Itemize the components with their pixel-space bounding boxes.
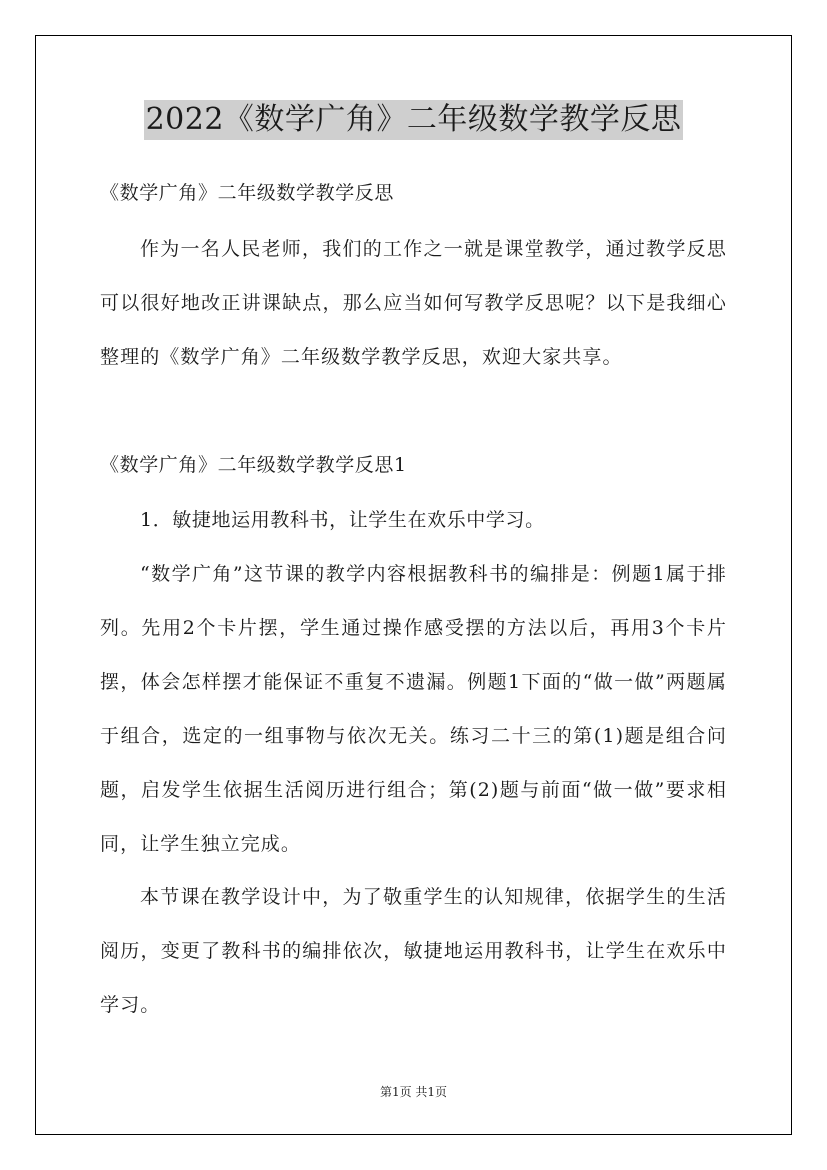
section-heading: 《数学广角》二年级数学教学反思1 — [100, 454, 407, 476]
document-title-text: 2022《数学广角》二年级数学教学反思 — [144, 100, 684, 140]
page-footer: 第1页 共1页 — [379, 1085, 448, 1099]
paragraph-design: 本节课在教学设计中，为了敬重学生的认知规律，依据学生的生活阅历，变更了教科书的编排依次，敏捷地运用教科书，让学生在欢乐中学习。 — [100, 886, 727, 1016]
document-title — [0, 100, 827, 140]
document-subtitle: 《数学广角》二年级数学教学反思 — [100, 182, 395, 204]
point-one: 1．敏捷地运用教科书，让学生在欢乐中学习。 — [140, 509, 545, 531]
intro-paragraph: 作为一名人民老师，我们的工作之一就是课堂教学，通过教学反思可以很好地改正讲课缺点，那么应当如何写教学反思呢？以下是我细心整理的《数学广角》二年级数学教学反思，欢迎大家共享。 — [100, 238, 727, 368]
paragraph-example: “数学广角”这节课的教学内容根据教科书的编排是：例题1属于排列。先用2个卡片摆，学生通过操作感受摆的方法以后，再用3个卡片摆，体会怎样摆才能保证不重复不遗漏。例题1下面的“做一做”两题属于组合，选定的一组事物与依次无关。练习二十三的第(1)题是组合问题，启发学生依据生活阅历进行组合；第(2)题与前面“做一做”要求相同，让学生独立完成。 — [100, 563, 727, 855]
